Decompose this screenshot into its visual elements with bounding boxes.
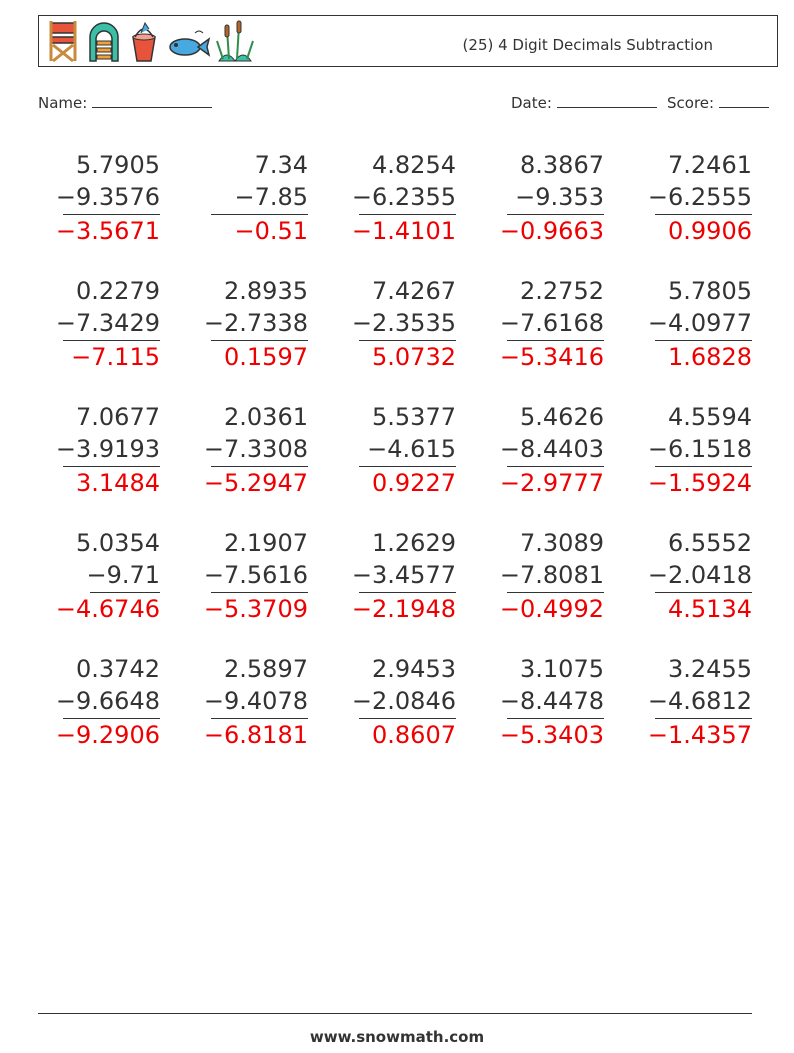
- minuend: 7.34: [254, 151, 308, 179]
- minuend: 8.3867: [520, 151, 604, 179]
- subtrahend: −9.4078: [203, 687, 308, 715]
- problem: [198, 275, 308, 375]
- name-blank: [92, 93, 212, 108]
- subtrahend: −7.85: [234, 183, 308, 211]
- answer: −0.4992: [499, 595, 604, 623]
- subtrahend: −9.3576: [55, 183, 160, 211]
- answer: −0.9663: [499, 217, 604, 245]
- score-blank: [719, 93, 769, 108]
- answer: 0.9906: [668, 217, 752, 245]
- name-field: [38, 93, 212, 112]
- problem: [346, 401, 456, 501]
- problem: [494, 149, 604, 249]
- date-blank: [557, 93, 657, 108]
- problem: [198, 527, 308, 627]
- answer: −2.9777: [499, 469, 604, 497]
- minuend: 5.4626: [520, 403, 604, 431]
- minuend: 0.2279: [76, 277, 160, 305]
- subtrahend: −9.353: [515, 183, 604, 211]
- problem: [50, 149, 160, 249]
- answer: 0.9227: [372, 469, 456, 497]
- subtrahend: −4.0977: [647, 309, 752, 337]
- answer: 4.5134: [668, 595, 752, 623]
- answer: 0.8607: [372, 721, 456, 749]
- subtrahend: −7.8081: [499, 561, 604, 589]
- problem: [494, 401, 604, 501]
- problem: [642, 275, 752, 375]
- subtrahend: −3.9193: [55, 435, 160, 463]
- problem: [494, 653, 604, 753]
- problem: [494, 527, 604, 627]
- subtrahend: −6.2555: [647, 183, 752, 211]
- bucket-icon: [127, 19, 161, 63]
- problem: [50, 527, 160, 627]
- subtrahend: −7.5616: [203, 561, 308, 589]
- footer-site: www.snowmath.com: [309, 1028, 485, 1046]
- director-chair-icon: [45, 19, 81, 63]
- subtrahend: −2.0418: [647, 561, 752, 589]
- subtrahend: −2.3535: [351, 309, 456, 337]
- subtrahend: −6.1518: [647, 435, 752, 463]
- subtrahend: −4.6812: [647, 687, 752, 715]
- problem: [198, 653, 308, 753]
- answer: 3.1484: [76, 469, 160, 497]
- answer: −2.1948: [351, 595, 456, 623]
- answer: −3.5671: [55, 217, 160, 245]
- minuend: 7.0677: [76, 403, 160, 431]
- problem: [50, 401, 160, 501]
- minuend: 4.8254: [372, 151, 456, 179]
- problem: [198, 149, 308, 249]
- score-label: Score:: [667, 94, 715, 112]
- answer: −5.3416: [499, 343, 604, 371]
- problem: [346, 527, 456, 627]
- minuend: 0.3742: [76, 655, 160, 683]
- date-label: Date:: [511, 94, 552, 112]
- worksheet-title: (25) 4 Digit Decimals Subtraction: [462, 36, 713, 54]
- subtrahend: −4.615: [367, 435, 456, 463]
- minuend: 7.4267: [372, 277, 456, 305]
- problem: [642, 653, 752, 753]
- answer: 1.6828: [668, 343, 752, 371]
- answer: −6.8181: [203, 721, 308, 749]
- score-field: [667, 93, 769, 112]
- answer: −9.2906: [55, 721, 160, 749]
- header-icons: [45, 19, 255, 63]
- subtrahend: −9.6648: [55, 687, 160, 715]
- answer: −4.6746: [55, 595, 160, 623]
- minuend: 4.5594: [668, 403, 752, 431]
- problem: [346, 275, 456, 375]
- minuend: 2.8935: [224, 277, 308, 305]
- minuend: 7.2461: [668, 151, 752, 179]
- cattail-plant-icon: [215, 19, 255, 63]
- minuend: 5.5377: [372, 403, 456, 431]
- answer: −5.2947: [203, 469, 308, 497]
- header-box: [38, 15, 778, 67]
- minuend: 3.2455: [668, 655, 752, 683]
- subtrahend: −2.7338: [203, 309, 308, 337]
- answer: −5.3709: [203, 595, 308, 623]
- minuend: 5.7805: [668, 277, 752, 305]
- problem: [198, 401, 308, 501]
- subtrahend: −8.4403: [499, 435, 604, 463]
- problem: [50, 653, 160, 753]
- footer-divider: [38, 1013, 752, 1014]
- subtrahend: −7.3308: [203, 435, 308, 463]
- problem: [346, 149, 456, 249]
- answer: 5.0732: [372, 343, 456, 371]
- date-field: [511, 93, 657, 112]
- subtrahend: −9.71: [86, 561, 160, 589]
- minuend: 5.0354: [76, 529, 160, 557]
- minuend: 2.2752: [520, 277, 604, 305]
- problem: [642, 149, 752, 249]
- answer: −1.5924: [647, 469, 752, 497]
- subtrahend: −7.3429: [55, 309, 160, 337]
- problem: [50, 275, 160, 375]
- subtrahend: −3.4577: [351, 561, 456, 589]
- answer: 0.1597: [224, 343, 308, 371]
- name-label: Name:: [38, 94, 88, 112]
- subtrahend: −7.6168: [499, 309, 604, 337]
- minuend: 2.0361: [224, 403, 308, 431]
- minuend: 1.2629: [372, 529, 456, 557]
- problem: [346, 653, 456, 753]
- minuend: 2.1907: [224, 529, 308, 557]
- answer: −7.115: [71, 343, 160, 371]
- problem: [642, 527, 752, 627]
- answer: −5.3403: [499, 721, 604, 749]
- minuend: 6.5552: [668, 529, 752, 557]
- answer: −0.51: [234, 217, 308, 245]
- minuend: 7.3089: [520, 529, 604, 557]
- problem: [642, 401, 752, 501]
- inflatable-boat-icon: [85, 19, 123, 63]
- minuend: 2.9453: [372, 655, 456, 683]
- problem: [494, 275, 604, 375]
- subtrahend: −2.0846: [351, 687, 456, 715]
- minuend: 5.7905: [76, 151, 160, 179]
- fish-icon: [165, 19, 211, 63]
- minuend: 2.5897: [224, 655, 308, 683]
- answer: −1.4101: [351, 217, 456, 245]
- minuend: 3.1075: [520, 655, 604, 683]
- subtrahend: −6.2355: [351, 183, 456, 211]
- answer: −1.4357: [647, 721, 752, 749]
- subtrahend: −8.4478: [499, 687, 604, 715]
